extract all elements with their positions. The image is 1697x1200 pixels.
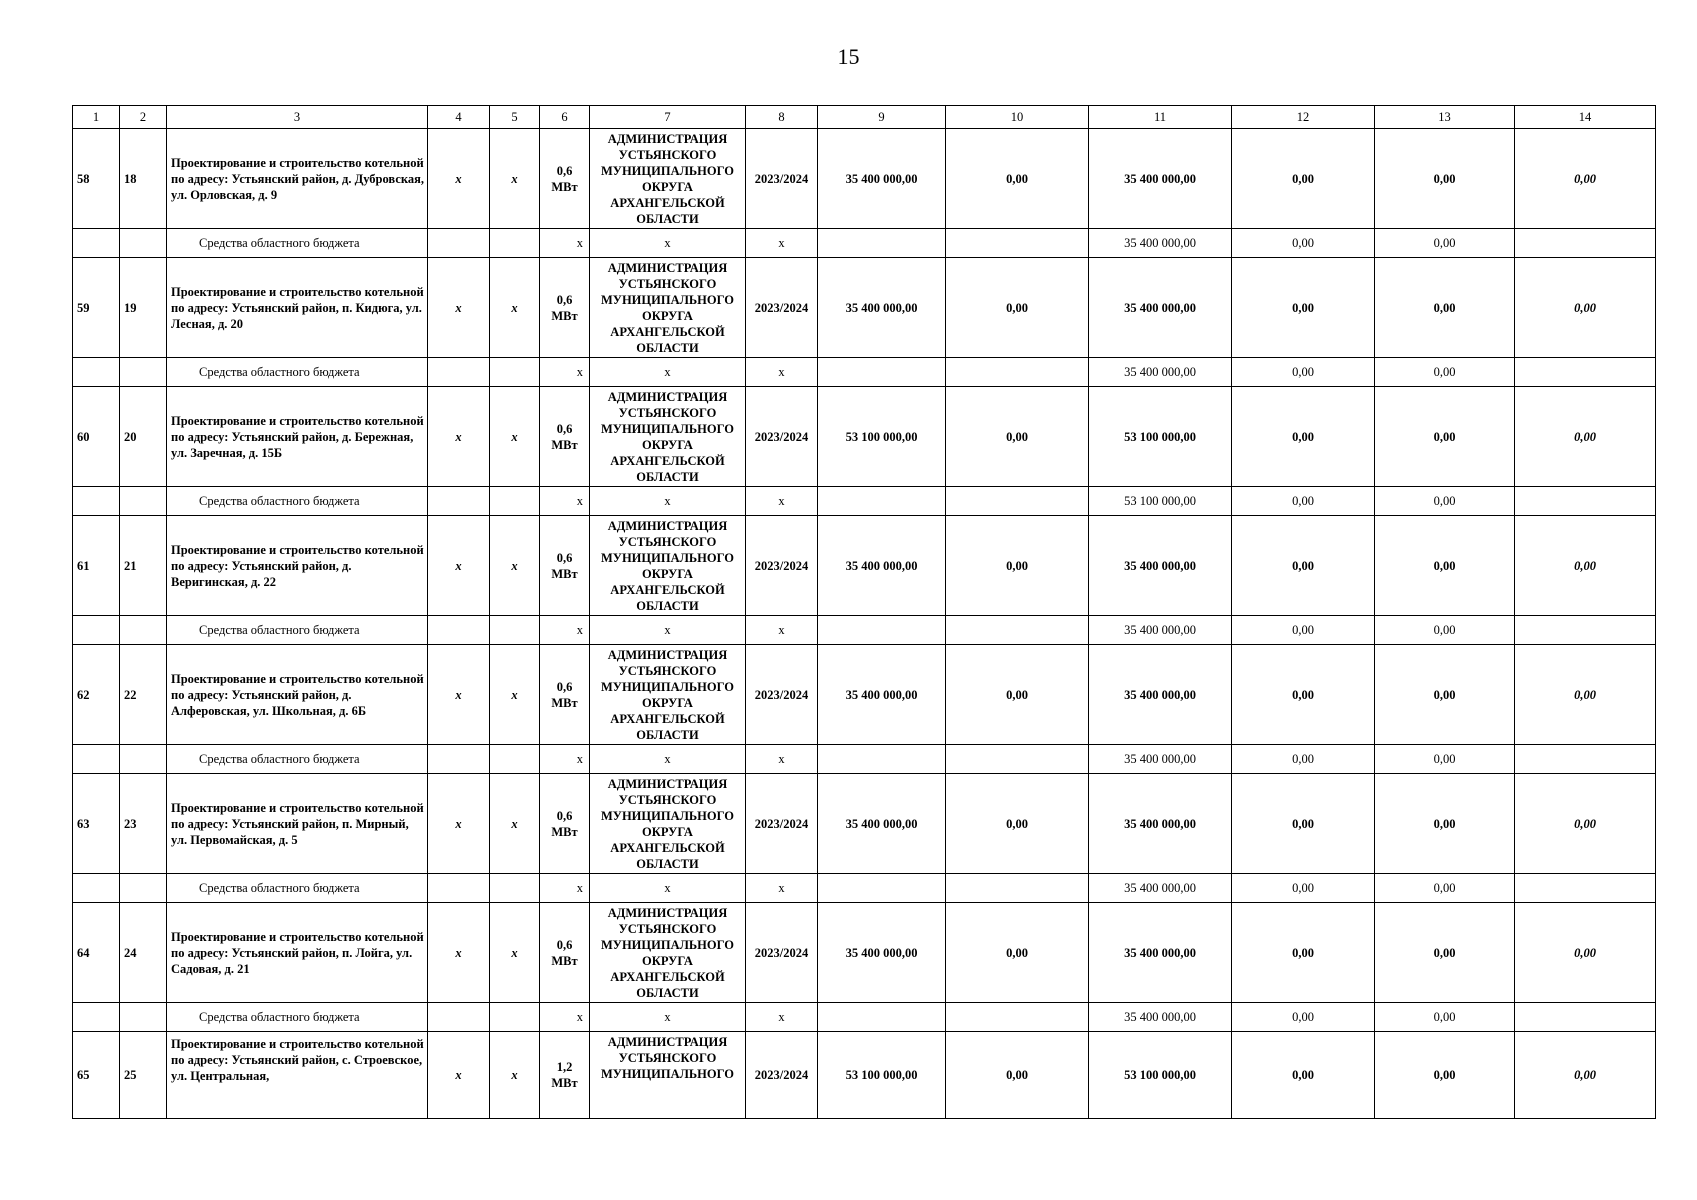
project-cell-c14: 0,00 — [1515, 129, 1656, 229]
funding-cell-c14 — [1515, 487, 1656, 516]
funding-cell-c10 — [946, 358, 1089, 387]
project-cell-c10: 0,00 — [946, 774, 1089, 874]
project-row — [73, 903, 1656, 1003]
column-number-7: 7 — [590, 106, 746, 129]
project-cell-c3: Проектирование и строительство котельной по адресу: Устьянский район, п. Лойга, ул. Садовая, д. 21 — [167, 903, 428, 1003]
project-cell-c8: 2023/2024 — [746, 1032, 818, 1119]
project-cell-c7: АДМИНИСТРАЦИЯ УСТЬЯНСКОГО МУНИЦИПАЛЬНОГО ОКРУГА АРХАНГЕЛЬСКОЙ ОБЛАСТИ — [590, 774, 746, 874]
project-cell-c12: 0,00 — [1232, 516, 1375, 616]
project-cell-c12: 0,00 — [1232, 903, 1375, 1003]
project-cell-c13: 0,00 — [1375, 903, 1515, 1003]
column-number-5: 5 — [490, 106, 540, 129]
funding-source-row — [73, 874, 1656, 903]
funding-cell-c10 — [946, 616, 1089, 645]
column-number-10: 10 — [946, 106, 1089, 129]
funding-cell-c13: 0,00 — [1375, 745, 1515, 774]
funding-cell-c7: x — [590, 358, 746, 387]
funding-cell-c13: 0,00 — [1375, 358, 1515, 387]
funding-cell-c4 — [428, 1003, 490, 1032]
funding-cell-c9 — [818, 358, 946, 387]
funding-cell-c12: 0,00 — [1232, 229, 1375, 258]
project-cell-c9: 35 400 000,00 — [818, 645, 946, 745]
project-cell-c6: 0,6 МВт — [540, 774, 590, 874]
project-cell-c4: x — [428, 387, 490, 487]
funding-cell-c14 — [1515, 358, 1656, 387]
funding-cell-c11: 35 400 000,00 — [1089, 1003, 1232, 1032]
investment-table — [72, 105, 1656, 1119]
project-cell-c14: 0,00 — [1515, 387, 1656, 487]
project-cell-c8: 2023/2024 — [746, 258, 818, 358]
funding-cell-c10 — [946, 874, 1089, 903]
project-cell-c7: АДМИНИСТРАЦИЯ УСТЬЯНСКОГО МУНИЦИПАЛЬНОГО ОКРУГА АРХАНГЕЛЬСКОЙ ОБЛАСТИ — [590, 645, 746, 745]
funding-cell-c13: 0,00 — [1375, 874, 1515, 903]
project-cell-c10: 0,00 — [946, 387, 1089, 487]
funding-cell-c6: x — [540, 745, 590, 774]
funding-cell-c14 — [1515, 745, 1656, 774]
project-cell-c13: 0,00 — [1375, 258, 1515, 358]
funding-cell-c1 — [73, 358, 120, 387]
funding-cell-c4 — [428, 616, 490, 645]
project-row — [73, 774, 1656, 874]
project-cell-c4: x — [428, 516, 490, 616]
column-number-9: 9 — [818, 106, 946, 129]
funding-cell-c8: x — [746, 745, 818, 774]
project-cell-c8: 2023/2024 — [746, 516, 818, 616]
project-row — [73, 387, 1656, 487]
column-number-11: 11 — [1089, 106, 1232, 129]
funding-cell-c3: Средства областного бюджета — [167, 745, 428, 774]
project-cell-c3: Проектирование и строительство котельной по адресу: Устьянский район, с. Строевское, ул. Центральная, — [167, 1032, 428, 1119]
funding-cell-c14 — [1515, 616, 1656, 645]
project-cell-c9: 53 100 000,00 — [818, 1032, 946, 1119]
funding-cell-c3: Средства областного бюджета — [167, 616, 428, 645]
project-cell-c9: 35 400 000,00 — [818, 129, 946, 229]
project-cell-c12: 0,00 — [1232, 129, 1375, 229]
project-cell-c13: 0,00 — [1375, 1032, 1515, 1119]
project-cell-c9: 35 400 000,00 — [818, 903, 946, 1003]
column-number-14: 14 — [1515, 106, 1656, 129]
funding-cell-c8: x — [746, 874, 818, 903]
funding-cell-c1 — [73, 874, 120, 903]
funding-cell-c10 — [946, 229, 1089, 258]
funding-cell-c9 — [818, 874, 946, 903]
funding-cell-c3: Средства областного бюджета — [167, 1003, 428, 1032]
project-cell-c1: 62 — [73, 645, 120, 745]
project-cell-c3: Проектирование и строительство котельной по адресу: Устьянский район, д. Веригинская, д. 22 — [167, 516, 428, 616]
project-cell-c1: 65 — [73, 1032, 120, 1119]
funding-cell-c3: Средства областного бюджета — [167, 487, 428, 516]
project-cell-c10: 0,00 — [946, 129, 1089, 229]
project-cell-c10: 0,00 — [946, 1032, 1089, 1119]
project-cell-c5: x — [490, 1032, 540, 1119]
project-row — [73, 645, 1656, 745]
project-cell-c9: 35 400 000,00 — [818, 258, 946, 358]
funding-source-row — [73, 487, 1656, 516]
funding-cell-c6: x — [540, 487, 590, 516]
project-cell-c13: 0,00 — [1375, 387, 1515, 487]
project-cell-c14: 0,00 — [1515, 903, 1656, 1003]
project-cell-c12: 0,00 — [1232, 258, 1375, 358]
column-number-13: 13 — [1375, 106, 1515, 129]
project-cell-c11: 35 400 000,00 — [1089, 645, 1232, 745]
project-cell-c14: 0,00 — [1515, 516, 1656, 616]
funding-cell-c1 — [73, 616, 120, 645]
project-cell-c8: 2023/2024 — [746, 129, 818, 229]
project-cell-c7: АДМИНИСТРАЦИЯ УСТЬЯНСКОГО МУНИЦИПАЛЬНОГО ОКРУГА АРХАНГЕЛЬСКОЙ ОБЛАСТИ — [590, 903, 746, 1003]
funding-cell-c2 — [120, 1003, 167, 1032]
funding-cell-c2 — [120, 616, 167, 645]
funding-cell-c5 — [490, 229, 540, 258]
funding-source-row — [73, 358, 1656, 387]
project-cell-c7: АДМИНИСТРАЦИЯ УСТЬЯНСКОГО МУНИЦИПАЛЬНОГО ОКРУГА АРХАНГЕЛЬСКОЙ ОБЛАСТИ — [590, 258, 746, 358]
funding-cell-c8: x — [746, 358, 818, 387]
project-cell-c1: 60 — [73, 387, 120, 487]
funding-cell-c7: x — [590, 229, 746, 258]
project-cell-c12: 0,00 — [1232, 645, 1375, 745]
project-cell-c2: 18 — [120, 129, 167, 229]
project-cell-c5: x — [490, 129, 540, 229]
project-cell-c3: Проектирование и строительство котельной по адресу: Устьянский район, п. Мирный, ул. Первомайская, д. 5 — [167, 774, 428, 874]
funding-cell-c12: 0,00 — [1232, 745, 1375, 774]
funding-source-row — [73, 229, 1656, 258]
funding-cell-c6: x — [540, 874, 590, 903]
project-cell-c4: x — [428, 129, 490, 229]
project-cell-c5: x — [490, 903, 540, 1003]
funding-cell-c13: 0,00 — [1375, 487, 1515, 516]
funding-cell-c10 — [946, 1003, 1089, 1032]
project-cell-c1: 64 — [73, 903, 120, 1003]
project-cell-c5: x — [490, 645, 540, 745]
funding-cell-c6: x — [540, 616, 590, 645]
funding-cell-c4 — [428, 874, 490, 903]
project-cell-c7: АДМИНИСТРАЦИЯ УСТЬЯНСКОГО МУНИЦИПАЛЬНОГО ОКРУГА АРХАНГЕЛЬСКОЙ ОБЛАСТИ — [590, 387, 746, 487]
funding-cell-c13: 0,00 — [1375, 616, 1515, 645]
column-number-4: 4 — [428, 106, 490, 129]
funding-cell-c8: x — [746, 229, 818, 258]
project-cell-c13: 0,00 — [1375, 129, 1515, 229]
funding-cell-c7: x — [590, 874, 746, 903]
project-cell-c11: 53 100 000,00 — [1089, 1032, 1232, 1119]
project-cell-c3: Проектирование и строительство котельной по адресу: Устьянский район, д. Бережная, ул. Заречная, д. 15Б — [167, 387, 428, 487]
project-cell-c4: x — [428, 1032, 490, 1119]
funding-cell-c4 — [428, 229, 490, 258]
column-number-1: 1 — [73, 106, 120, 129]
project-cell-c13: 0,00 — [1375, 516, 1515, 616]
page-number: 15 — [837, 44, 860, 69]
funding-cell-c9 — [818, 487, 946, 516]
funding-cell-c5 — [490, 874, 540, 903]
funding-cell-c8: x — [746, 1003, 818, 1032]
funding-cell-c7: x — [590, 487, 746, 516]
funding-cell-c10 — [946, 487, 1089, 516]
project-cell-c14: 0,00 — [1515, 774, 1656, 874]
project-cell-c10: 0,00 — [946, 258, 1089, 358]
project-cell-c6: 0,6 МВт — [540, 129, 590, 229]
funding-cell-c4 — [428, 745, 490, 774]
project-cell-c10: 0,00 — [946, 516, 1089, 616]
funding-cell-c12: 0,00 — [1232, 616, 1375, 645]
project-cell-c1: 58 — [73, 129, 120, 229]
funding-cell-c14 — [1515, 1003, 1656, 1032]
funding-cell-c3: Средства областного бюджета — [167, 229, 428, 258]
funding-cell-c5 — [490, 616, 540, 645]
project-cell-c6: 0,6 МВт — [540, 516, 590, 616]
project-cell-c9: 35 400 000,00 — [818, 774, 946, 874]
funding-cell-c8: x — [746, 487, 818, 516]
funding-cell-c9 — [818, 1003, 946, 1032]
funding-cell-c12: 0,00 — [1232, 487, 1375, 516]
project-cell-c7: АДМИНИСТРАЦИЯ УСТЬЯНСКОГО МУНИЦИПАЛЬНОГО — [590, 1032, 746, 1119]
funding-cell-c9 — [818, 229, 946, 258]
project-cell-c13: 0,00 — [1375, 645, 1515, 745]
project-cell-c2: 20 — [120, 387, 167, 487]
funding-cell-c14 — [1515, 229, 1656, 258]
funding-cell-c2 — [120, 358, 167, 387]
funding-cell-c4 — [428, 487, 490, 516]
funding-cell-c7: x — [590, 745, 746, 774]
column-number-row — [73, 106, 1656, 129]
project-cell-c5: x — [490, 258, 540, 358]
funding-cell-c3: Средства областного бюджета — [167, 874, 428, 903]
funding-cell-c2 — [120, 487, 167, 516]
funding-cell-c11: 35 400 000,00 — [1089, 745, 1232, 774]
project-cell-c10: 0,00 — [946, 903, 1089, 1003]
column-number-8: 8 — [746, 106, 818, 129]
funding-cell-c8: x — [746, 616, 818, 645]
project-cell-c8: 2023/2024 — [746, 387, 818, 487]
funding-cell-c6: x — [540, 1003, 590, 1032]
funding-cell-c1 — [73, 1003, 120, 1032]
project-cell-c11: 53 100 000,00 — [1089, 387, 1232, 487]
funding-cell-c6: x — [540, 358, 590, 387]
project-cell-c14: 0,00 — [1515, 645, 1656, 745]
funding-cell-c11: 35 400 000,00 — [1089, 358, 1232, 387]
project-cell-c4: x — [428, 903, 490, 1003]
funding-cell-c11: 35 400 000,00 — [1089, 229, 1232, 258]
funding-cell-c4 — [428, 358, 490, 387]
project-cell-c9: 35 400 000,00 — [818, 516, 946, 616]
funding-cell-c13: 0,00 — [1375, 1003, 1515, 1032]
project-cell-c12: 0,00 — [1232, 387, 1375, 487]
funding-cell-c12: 0,00 — [1232, 358, 1375, 387]
project-cell-c1: 63 — [73, 774, 120, 874]
project-cell-c11: 35 400 000,00 — [1089, 774, 1232, 874]
column-number-3: 3 — [167, 106, 428, 129]
project-cell-c8: 2023/2024 — [746, 645, 818, 745]
project-cell-c13: 0,00 — [1375, 774, 1515, 874]
funding-cell-c1 — [73, 745, 120, 774]
project-cell-c8: 2023/2024 — [746, 903, 818, 1003]
project-cell-c6: 0,6 МВт — [540, 387, 590, 487]
project-cell-c12: 0,00 — [1232, 1032, 1375, 1119]
funding-cell-c6: x — [540, 229, 590, 258]
project-cell-c3: Проектирование и строительство котельной по адресу: Устьянский район, д. Дубровская, ул. Орловская, д. 9 — [167, 129, 428, 229]
project-cell-c1: 59 — [73, 258, 120, 358]
funding-source-row — [73, 1003, 1656, 1032]
project-cell-c5: x — [490, 516, 540, 616]
funding-cell-c1 — [73, 487, 120, 516]
project-cell-c10: 0,00 — [946, 645, 1089, 745]
funding-source-row — [73, 745, 1656, 774]
funding-cell-c12: 0,00 — [1232, 874, 1375, 903]
funding-source-row — [73, 616, 1656, 645]
project-cell-c6: 0,6 МВт — [540, 258, 590, 358]
funding-cell-c11: 35 400 000,00 — [1089, 616, 1232, 645]
funding-cell-c9 — [818, 616, 946, 645]
funding-cell-c14 — [1515, 874, 1656, 903]
column-number-12: 12 — [1232, 106, 1375, 129]
funding-cell-c12: 0,00 — [1232, 1003, 1375, 1032]
funding-cell-c5 — [490, 745, 540, 774]
funding-cell-c3: Средства областного бюджета — [167, 358, 428, 387]
project-cell-c8: 2023/2024 — [746, 774, 818, 874]
project-cell-c14: 0,00 — [1515, 1032, 1656, 1119]
column-number-6: 6 — [540, 106, 590, 129]
project-cell-c4: x — [428, 645, 490, 745]
project-cell-c4: x — [428, 774, 490, 874]
funding-cell-c13: 0,00 — [1375, 229, 1515, 258]
funding-cell-c11: 35 400 000,00 — [1089, 874, 1232, 903]
project-cell-c5: x — [490, 774, 540, 874]
project-cell-c11: 35 400 000,00 — [1089, 258, 1232, 358]
funding-cell-c5 — [490, 1003, 540, 1032]
project-cell-c2: 22 — [120, 645, 167, 745]
project-cell-c1: 61 — [73, 516, 120, 616]
project-row — [73, 1032, 1656, 1119]
project-cell-c6: 0,6 МВт — [540, 903, 590, 1003]
project-row — [73, 516, 1656, 616]
funding-cell-c10 — [946, 745, 1089, 774]
project-cell-c2: 21 — [120, 516, 167, 616]
project-row — [73, 129, 1656, 229]
project-cell-c9: 53 100 000,00 — [818, 387, 946, 487]
project-cell-c11: 35 400 000,00 — [1089, 129, 1232, 229]
funding-cell-c11: 53 100 000,00 — [1089, 487, 1232, 516]
funding-cell-c7: x — [590, 616, 746, 645]
project-cell-c2: 19 — [120, 258, 167, 358]
funding-cell-c5 — [490, 358, 540, 387]
project-cell-c6: 1,2 МВт — [540, 1032, 590, 1119]
project-cell-c3: Проектирование и строительство котельной по адресу: Устьянский район, п. Кидюга, ул. Лесная, д. 20 — [167, 258, 428, 358]
project-cell-c11: 35 400 000,00 — [1089, 516, 1232, 616]
project-cell-c4: x — [428, 258, 490, 358]
project-cell-c2: 23 — [120, 774, 167, 874]
funding-cell-c9 — [818, 745, 946, 774]
funding-cell-c2 — [120, 745, 167, 774]
project-cell-c14: 0,00 — [1515, 258, 1656, 358]
funding-cell-c7: x — [590, 1003, 746, 1032]
project-cell-c7: АДМИНИСТРАЦИЯ УСТЬЯНСКОГО МУНИЦИПАЛЬНОГО ОКРУГА АРХАНГЕЛЬСКОЙ ОБЛАСТИ — [590, 516, 746, 616]
funding-cell-c5 — [490, 487, 540, 516]
project-cell-c6: 0,6 МВт — [540, 645, 590, 745]
project-cell-c11: 35 400 000,00 — [1089, 903, 1232, 1003]
project-cell-c7: АДМИНИСТРАЦИЯ УСТЬЯНСКОГО МУНИЦИПАЛЬНОГО ОКРУГА АРХАНГЕЛЬСКОЙ ОБЛАСТИ — [590, 129, 746, 229]
project-cell-c5: x — [490, 387, 540, 487]
column-number-2: 2 — [120, 106, 167, 129]
project-cell-c2: 24 — [120, 903, 167, 1003]
funding-cell-c2 — [120, 874, 167, 903]
project-cell-c3: Проектирование и строительство котельной по адресу: Устьянский район, д. Алферовская, ул. Школьная, д. 6Б — [167, 645, 428, 745]
project-row — [73, 258, 1656, 358]
funding-cell-c2 — [120, 229, 167, 258]
funding-cell-c1 — [73, 229, 120, 258]
project-cell-c2: 25 — [120, 1032, 167, 1119]
project-cell-c12: 0,00 — [1232, 774, 1375, 874]
